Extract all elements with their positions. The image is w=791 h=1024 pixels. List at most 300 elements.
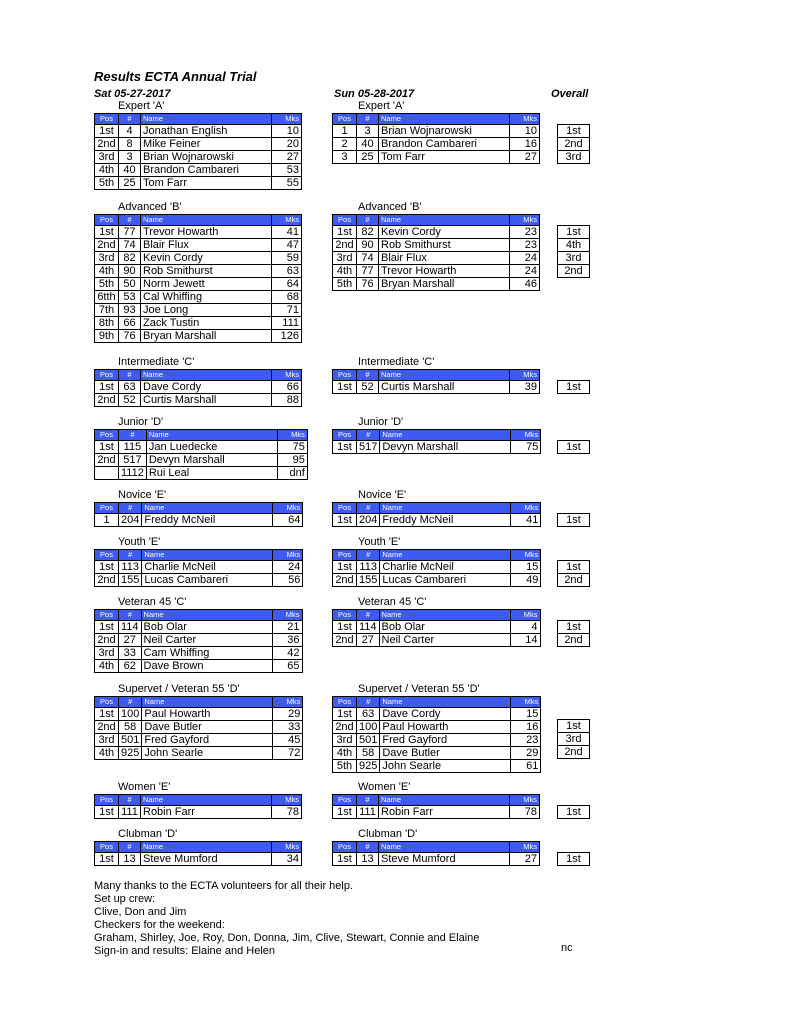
marks-cell: 39: [510, 381, 540, 394]
overall-placing: 1st: [558, 561, 590, 574]
table-header-row: [95, 215, 302, 226]
overall-placing: 1st: [558, 226, 590, 239]
marks-cell: 78: [510, 806, 540, 819]
table-header-row: [95, 503, 303, 514]
overall-placing: [558, 759, 590, 772]
table-row: [95, 514, 303, 527]
sat-results-table: [94, 609, 303, 673]
category-label: Youth 'E': [118, 536, 161, 548]
pos-cell: 1st: [95, 561, 119, 574]
pos-cell: 3rd: [95, 252, 119, 265]
name-cell: Kevin Cordy: [141, 252, 272, 265]
table-row: [333, 239, 540, 252]
pos-cell: 2nd: [333, 574, 357, 587]
column-header-mks: Mks: [272, 842, 302, 853]
number-cell: 155: [119, 574, 142, 587]
number-cell: 52: [119, 394, 141, 407]
column-header-pos: Pos: [333, 795, 357, 806]
marks-cell: 23: [510, 226, 540, 239]
sat-results-table: [94, 841, 302, 866]
number-cell: 204: [357, 514, 380, 527]
number-cell: 113: [357, 561, 380, 574]
number-cell: 74: [357, 252, 379, 265]
marks-cell: 126: [272, 330, 302, 343]
footer-line: Sign-in and results: Elaine and Helen: [94, 945, 276, 957]
name-cell: Dave Brown: [141, 660, 272, 673]
name-cell: Jan Luedecke: [146, 441, 277, 454]
column-header-pos: Pos: [333, 430, 357, 441]
number-cell: 40: [357, 138, 379, 151]
name-cell: Lucas Cambareri: [380, 574, 511, 587]
sun-results-table: [332, 369, 540, 394]
column-header-pos: Pos: [95, 610, 119, 621]
marks-cell: 47: [272, 239, 302, 252]
column-header-pos: Pos: [333, 610, 357, 621]
author-initials: nc: [561, 942, 573, 954]
overall-row: [558, 138, 590, 151]
column-header-mks: Mks: [272, 114, 302, 125]
pos-cell: 2nd: [95, 454, 119, 467]
table-row: [95, 394, 302, 407]
sat-results-table: [94, 502, 303, 527]
marks-cell: 46: [510, 278, 540, 291]
pos-cell: 3: [333, 151, 357, 164]
number-cell: 90: [357, 239, 379, 252]
table-row: [333, 708, 541, 721]
column-header-mks: Mks: [272, 215, 302, 226]
pos-cell: 3rd: [95, 647, 119, 660]
pos-cell: [95, 467, 119, 480]
number-cell: 90: [119, 265, 141, 278]
number-cell: 58: [119, 721, 142, 734]
table-header-row: [333, 503, 541, 514]
overall-placing: 3rd: [558, 252, 590, 265]
overall-row: [558, 239, 590, 252]
column-header-num: #: [119, 842, 141, 853]
footer-line: Many thanks to the ECTA volunteers for all their help.: [94, 880, 354, 892]
table-header-row: [95, 370, 302, 381]
table-row: [333, 252, 540, 265]
column-header-mks: Mks: [510, 795, 540, 806]
sun-results-table: [332, 794, 540, 819]
number-cell: 76: [357, 278, 379, 291]
number-cell: 52: [357, 381, 379, 394]
marks-cell: 42: [272, 647, 302, 660]
table-row: [333, 561, 541, 574]
name-cell: Charlie McNeil: [380, 561, 511, 574]
table-header-row: [333, 795, 540, 806]
marks-cell: 56: [273, 574, 303, 587]
marks-cell: 49: [511, 574, 541, 587]
column-header-mks: Mks: [272, 610, 302, 621]
number-cell: 517: [357, 441, 380, 454]
overall-placing: 2nd: [558, 746, 590, 759]
pos-cell: 3rd: [333, 734, 357, 747]
sun-results-table: [332, 609, 541, 647]
marks-cell: 53: [272, 164, 302, 177]
table-row: [95, 304, 302, 317]
pos-cell: 4th: [95, 265, 119, 278]
number-cell: 1112: [119, 467, 147, 480]
column-header-mks: Mks: [273, 697, 303, 708]
footer-line: Graham, Shirley, Joe, Roy, Don, Donna, Jim, Clive, Stewart, Connie and Elaine: [94, 932, 480, 944]
name-cell: Neil Carter: [379, 634, 510, 647]
pos-cell: 1st: [333, 621, 357, 634]
table-row: [95, 806, 302, 819]
marks-cell: 68: [272, 291, 302, 304]
pos-cell: 4th: [95, 660, 119, 673]
column-header-name: Name: [380, 503, 511, 514]
overall-row: [558, 381, 590, 394]
table-header-row: [333, 215, 540, 226]
name-cell: Tom Farr: [379, 151, 510, 164]
table-row: [95, 265, 302, 278]
table-row: [95, 164, 302, 177]
number-cell: 82: [119, 252, 141, 265]
table-row: [333, 734, 541, 747]
table-row: [95, 330, 302, 343]
number-cell: 100: [357, 721, 380, 734]
table-row: [95, 138, 302, 151]
pos-cell: 8th: [95, 317, 119, 330]
name-cell: Fred Gayford: [142, 734, 273, 747]
pos-cell: 5th: [95, 177, 119, 190]
marks-cell: 33: [273, 721, 303, 734]
column-header-pos: Pos: [333, 370, 357, 381]
overall-row: [558, 634, 590, 647]
table-row: [95, 734, 303, 747]
name-cell: Neil Carter: [141, 634, 272, 647]
pos-cell: 3rd: [95, 151, 119, 164]
number-cell: 517: [119, 454, 147, 467]
name-cell: Steve Mumford: [141, 853, 272, 866]
pos-cell: 1st: [333, 514, 357, 527]
overall-placing: 1st: [558, 514, 590, 527]
marks-cell: 20: [272, 138, 302, 151]
pos-cell: 2nd: [95, 394, 119, 407]
category-label: Junior 'D': [118, 416, 164, 428]
footer-line: Clive, Don and Jim: [94, 906, 187, 918]
column-header-pos: Pos: [95, 842, 119, 853]
marks-cell: 10: [510, 125, 540, 138]
table-header-row: [333, 697, 541, 708]
category-label: Veteran 45 'C': [118, 596, 187, 608]
number-cell: 25: [357, 151, 379, 164]
marks-cell: 61: [511, 760, 541, 773]
table-header-row: [95, 550, 303, 561]
column-header-name: Name: [379, 842, 510, 853]
sun-results-table: [332, 841, 540, 866]
table-header-row: [95, 430, 308, 441]
name-cell: Tom Farr: [141, 177, 272, 190]
number-cell: 40: [119, 164, 141, 177]
number-cell: 25: [119, 177, 141, 190]
marks-cell: 16: [511, 721, 541, 734]
column-header-num: #: [357, 114, 379, 125]
column-header-num: #: [119, 795, 141, 806]
overall-placing: 2nd: [558, 138, 590, 151]
table-row: [95, 226, 302, 239]
name-cell: Brandon Cambareri: [379, 138, 510, 151]
name-cell: Bryan Marshall: [141, 330, 272, 343]
number-cell: 114: [357, 621, 380, 634]
category-label: Expert 'A': [118, 100, 165, 112]
column-header-pos: Pos: [95, 503, 119, 514]
number-cell: 33: [119, 647, 142, 660]
sun-results-table: [332, 429, 541, 454]
category-label: Clubman 'D': [118, 828, 178, 840]
column-header-num: #: [119, 370, 141, 381]
column-header-mks: Mks: [272, 370, 302, 381]
table-row: [333, 634, 541, 647]
marks-cell: 71: [272, 304, 302, 317]
marks-cell: dnf: [277, 467, 307, 480]
table-header-row: [95, 697, 303, 708]
name-cell: Rob Smithurst: [379, 239, 510, 252]
table-header-row: [95, 114, 302, 125]
overall-placing: 1st: [558, 441, 590, 454]
name-cell: Brian Wojnarowski: [141, 151, 272, 164]
footer-line: Checkers for the weekend:: [94, 919, 225, 931]
pos-cell: 2nd: [333, 721, 357, 734]
name-cell: Dave Cordy: [141, 381, 272, 394]
overall-placing-table: [557, 440, 590, 454]
column-header-name: Name: [142, 550, 273, 561]
category-label: Advanced 'B': [118, 201, 182, 213]
sun-results-table: [332, 113, 540, 164]
table-row: [95, 151, 302, 164]
marks-cell: 24: [510, 252, 540, 265]
name-cell: Rui Leal: [146, 467, 277, 480]
name-cell: Fred Gayford: [380, 734, 511, 747]
pos-cell: 2nd: [333, 634, 357, 647]
number-cell: 4: [119, 125, 141, 138]
overall-placing-table: [557, 620, 590, 647]
category-label: Junior 'D': [358, 416, 404, 428]
table-row: [333, 125, 540, 138]
table-row: [95, 291, 302, 304]
pos-cell: 7th: [95, 304, 119, 317]
overall-row: [558, 733, 590, 746]
column-header-num: #: [119, 550, 142, 561]
number-cell: 501: [357, 734, 380, 747]
category-label: Novice 'E': [118, 489, 167, 501]
column-header-name: Name: [146, 430, 277, 441]
column-header-num: #: [357, 842, 379, 853]
sun-results-table: [332, 696, 541, 773]
number-cell: 82: [357, 226, 379, 239]
table-row: [333, 747, 541, 760]
marks-cell: 27: [510, 151, 540, 164]
column-header-mks: Mks: [510, 842, 540, 853]
number-cell: 8: [119, 138, 141, 151]
pos-cell: 5th: [333, 760, 357, 773]
name-cell: Kevin Cordy: [379, 226, 510, 239]
table-row: [95, 634, 303, 647]
table-row: [333, 278, 540, 291]
column-header-num: #: [357, 610, 380, 621]
table-header-row: [95, 795, 302, 806]
overall-placing: 1st: [558, 125, 590, 138]
name-cell: Steve Mumford: [379, 853, 510, 866]
number-cell: 113: [119, 561, 142, 574]
marks-cell: 23: [511, 734, 541, 747]
marks-cell: 14: [510, 634, 540, 647]
overall-row: [558, 853, 590, 866]
overall-row: [558, 720, 590, 733]
pos-cell: 4th: [333, 265, 357, 278]
overall-placing: 1st: [558, 806, 590, 819]
marks-cell: 88: [272, 394, 302, 407]
name-cell: Paul Howarth: [380, 721, 511, 734]
pos-cell: 1: [95, 514, 119, 527]
table-row: [95, 467, 308, 480]
table-row: [333, 621, 541, 634]
category-label: Advanced 'B': [358, 201, 422, 213]
name-cell: Freddy McNeil: [142, 514, 273, 527]
category-label: Expert 'A': [358, 100, 405, 112]
column-header-mks: Mks: [511, 550, 541, 561]
table-row: [95, 647, 303, 660]
number-cell: 76: [119, 330, 141, 343]
marks-cell: 75: [277, 441, 307, 454]
marks-cell: 78: [272, 806, 302, 819]
marks-cell: 64: [273, 514, 303, 527]
marks-cell: 111: [272, 317, 302, 330]
overall-placing: 1st: [558, 621, 590, 634]
overall-placing: 1st: [558, 720, 590, 733]
marks-cell: 64: [272, 278, 302, 291]
number-cell: 63: [357, 708, 380, 721]
table-row: [95, 177, 302, 190]
sat-results-table: [94, 696, 303, 760]
column-header-name: Name: [141, 842, 272, 853]
category-label: Intermediate 'C': [358, 356, 435, 368]
pos-cell: 1st: [95, 381, 119, 394]
table-row: [333, 721, 541, 734]
number-cell: 115: [119, 441, 147, 454]
sat-results-table: [94, 429, 308, 480]
name-cell: Curtis Marshall: [379, 381, 510, 394]
pos-cell: 1: [333, 125, 357, 138]
marks-cell: 45: [273, 734, 303, 747]
pos-cell: 4th: [333, 747, 357, 760]
number-cell: 925: [119, 747, 142, 760]
table-row: [333, 441, 541, 454]
marks-cell: 65: [272, 660, 302, 673]
number-cell: 155: [357, 574, 380, 587]
name-cell: Devyn Marshall: [146, 454, 277, 467]
overall-row: [558, 226, 590, 239]
overall-placing: 3rd: [558, 151, 590, 164]
overall-placing-table: [557, 852, 590, 866]
number-cell: 74: [119, 239, 141, 252]
pos-cell: 5th: [95, 278, 119, 291]
name-cell: Cal Whiffing: [141, 291, 272, 304]
number-cell: 13: [119, 853, 141, 866]
overall-row: [558, 252, 590, 265]
category-label: Novice 'E': [358, 489, 407, 501]
marks-cell: 15: [511, 708, 541, 721]
number-cell: 62: [119, 660, 142, 673]
sun-results-table: [332, 214, 540, 291]
sat-results-table: [94, 794, 302, 819]
marks-cell: 4: [510, 621, 540, 634]
marks-cell: 16: [510, 138, 540, 151]
column-header-num: #: [119, 503, 142, 514]
pos-cell: 1st: [333, 226, 357, 239]
name-cell: John Searle: [380, 760, 511, 773]
pos-cell: 2nd: [95, 138, 119, 151]
number-cell: 77: [119, 226, 141, 239]
column-header-num: #: [357, 215, 379, 226]
column-header-num: #: [357, 370, 379, 381]
name-cell: Dave Butler: [142, 721, 273, 734]
table-header-row: [95, 610, 303, 621]
pos-cell: 3rd: [95, 734, 119, 747]
pos-cell: 1st: [95, 441, 119, 454]
category-label: Women 'E': [118, 781, 171, 793]
column-header-mks: Mks: [511, 503, 541, 514]
name-cell: Robin Farr: [141, 806, 272, 819]
footer-notes: [94, 880, 479, 958]
overall-placing: 4th: [558, 239, 590, 252]
marks-cell: 36: [272, 634, 302, 647]
column-header-pos: Pos: [333, 114, 357, 125]
number-cell: 53: [119, 291, 141, 304]
table-row: [333, 760, 541, 773]
overall-row: [558, 265, 590, 278]
column-header-pos: Pos: [333, 215, 357, 226]
column-header-name: Name: [379, 795, 510, 806]
overall-placing-table: [557, 380, 590, 394]
column-header-mks: Mks: [511, 430, 541, 441]
number-cell: 27: [119, 634, 142, 647]
pos-cell: 4th: [95, 747, 119, 760]
column-header-name: Name: [380, 550, 511, 561]
table-row: [333, 151, 540, 164]
name-cell: Blair Flux: [379, 252, 510, 265]
overall-row: [558, 125, 590, 138]
table-row: [95, 561, 303, 574]
table-row: [333, 381, 540, 394]
table-row: [95, 125, 302, 138]
category-label: Clubman 'D': [358, 828, 418, 840]
sat-results-table: [94, 369, 302, 407]
number-cell: 50: [119, 278, 141, 291]
name-cell: Trevor Howarth: [141, 226, 272, 239]
marks-cell: 63: [272, 265, 302, 278]
column-header-name: Name: [379, 610, 510, 621]
column-header-name: Name: [141, 795, 272, 806]
page-title: Results ECTA Annual Trial: [94, 69, 257, 84]
table-row: [95, 381, 302, 394]
category-label: Women 'E': [358, 781, 411, 793]
table-row: [95, 621, 303, 634]
pos-cell: 1st: [95, 125, 119, 138]
pos-cell: 1st: [333, 708, 357, 721]
name-cell: Mike Feiner: [141, 138, 272, 151]
number-cell: 501: [119, 734, 142, 747]
marks-cell: 21: [272, 621, 302, 634]
number-cell: 66: [119, 317, 141, 330]
overall-placing-table: [557, 124, 590, 164]
marks-cell: 10: [272, 125, 302, 138]
name-cell: Zack Tustin: [141, 317, 272, 330]
overall-placing-table: [557, 225, 590, 290]
number-cell: 63: [119, 381, 141, 394]
overall-header: Overall: [551, 88, 589, 100]
